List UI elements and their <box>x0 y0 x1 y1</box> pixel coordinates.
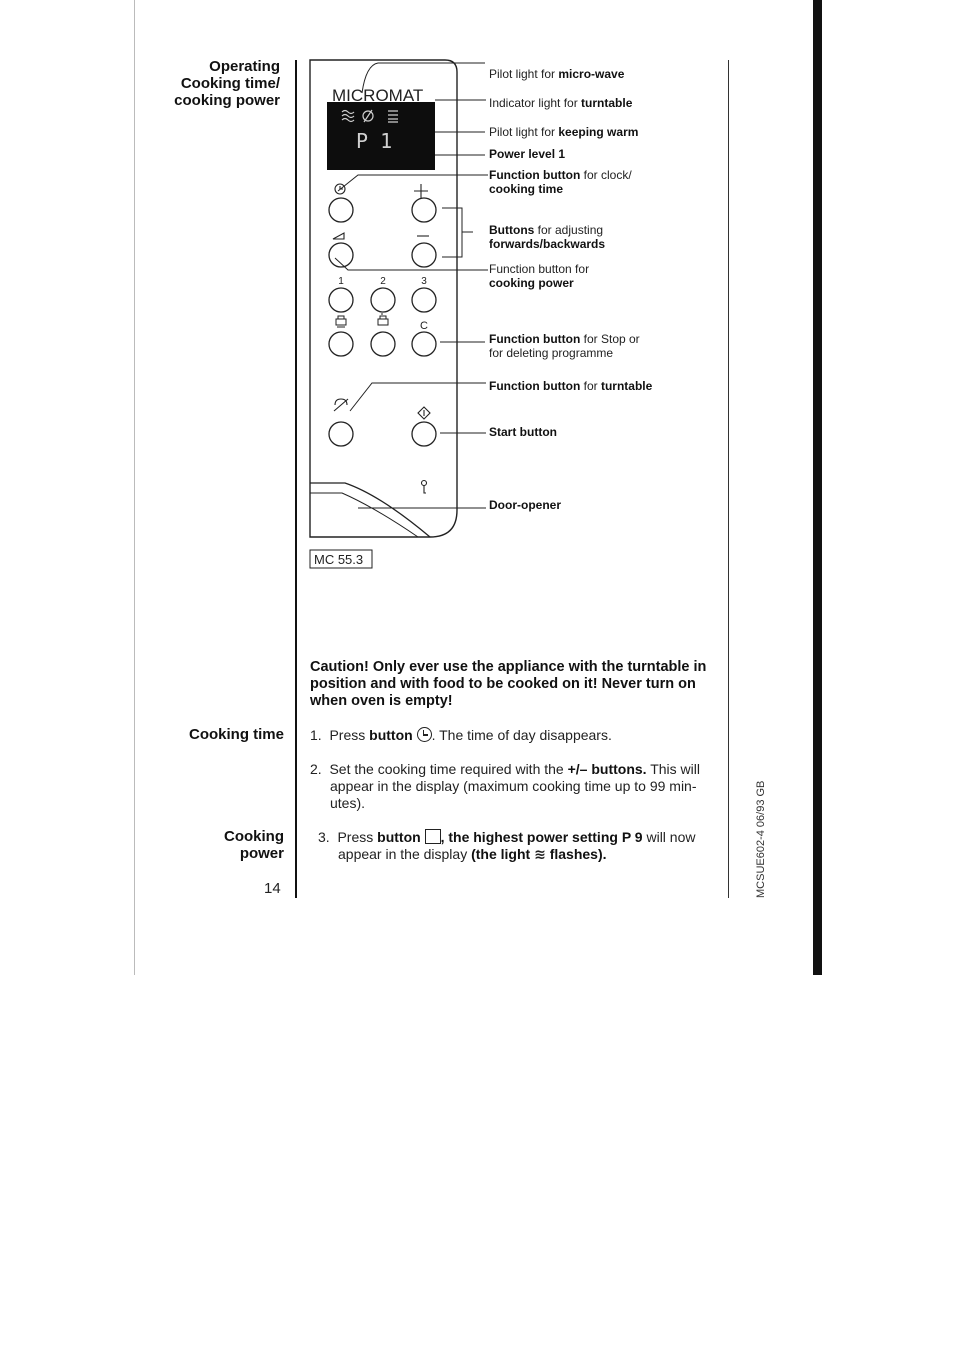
level-3-label: 3 <box>421 276 427 287</box>
left-column-rule <box>295 60 297 898</box>
minus-button[interactable] <box>412 243 436 267</box>
step-2: 2. Set the cooking time required with the +/– buttons. This will appear in the display (maximum cooking time up to 99 min- utes). <box>310 761 700 811</box>
clock-button[interactable] <box>329 198 353 222</box>
callout-turntable-button: Function button for turntable <box>489 379 653 393</box>
power-icon <box>333 233 344 239</box>
stop-clear-button[interactable] <box>412 332 436 356</box>
step-1: 1. Press button . The time of day disappears. <box>310 727 612 743</box>
turntable-program-button[interactable] <box>371 332 395 356</box>
power-icon <box>425 829 441 844</box>
callout-adjust-buttons: Buttons for adjusting forwards/backwards <box>489 223 606 251</box>
page-number: 14 <box>264 880 281 897</box>
callout-turntable-light: Indicator light for turntable <box>489 96 633 110</box>
plus-icon <box>414 184 428 198</box>
document-code: MCSUE602-4 06/93 GB <box>755 780 767 898</box>
model-label: MC 55.3 <box>314 552 364 567</box>
turntable-program-icon <box>378 313 388 325</box>
plus-button[interactable] <box>412 198 436 222</box>
display-readout: P 1 <box>356 129 393 153</box>
turntable-button[interactable] <box>329 422 353 446</box>
key-icon <box>422 481 427 486</box>
level-2-label: 2 <box>380 276 386 287</box>
callout-power-level: Power level 1 <box>489 147 566 161</box>
caution-text: Caution! Only ever use the appliance with the turntable in position and with food to be cooked on it! Never turn on when oven is empty! <box>310 659 707 709</box>
callout-power-button: Function button for cooking power <box>489 262 590 290</box>
door-opener-handle[interactable] <box>310 483 430 537</box>
brand-logo: MICROMAT <box>332 86 424 105</box>
step-3: 3. Press button , the highest power setting P 9 will now appear in the display (the light ≋ flashes). <box>318 829 696 862</box>
keep-warm-icon <box>336 316 346 327</box>
power-level-2-button[interactable] <box>371 288 395 312</box>
level-1-label: 1 <box>338 276 344 287</box>
callout-clock-button: Function button for clock/ cooking time <box>489 168 632 196</box>
callout-stop-button: Function button for Stop or for deleting programme <box>489 332 640 360</box>
cooking-power-heading: Cooking power <box>224 828 284 862</box>
scan-edge-right <box>813 0 822 975</box>
operating-title: Operating Cooking time/ cooking power <box>174 58 280 109</box>
stop-c-label: C <box>420 320 428 332</box>
start-button[interactable] <box>412 422 436 446</box>
callout-microwave-light: Pilot light for micro-wave <box>489 67 625 81</box>
callout-keep-warm-light: Pilot light for keeping warm <box>489 125 639 139</box>
callout-door-opener: Door-opener <box>489 498 561 512</box>
callout-start-button: Start button <box>489 425 557 439</box>
keep-warm-button[interactable] <box>329 332 353 356</box>
clock-icon <box>417 727 432 742</box>
power-level-1-button[interactable] <box>329 288 353 312</box>
microwave-wave-icon: ≋ <box>534 846 546 862</box>
cooking-time-heading: Cooking time <box>188 726 284 743</box>
power-level-3-button[interactable] <box>412 288 436 312</box>
scan-edge-left <box>134 0 135 975</box>
